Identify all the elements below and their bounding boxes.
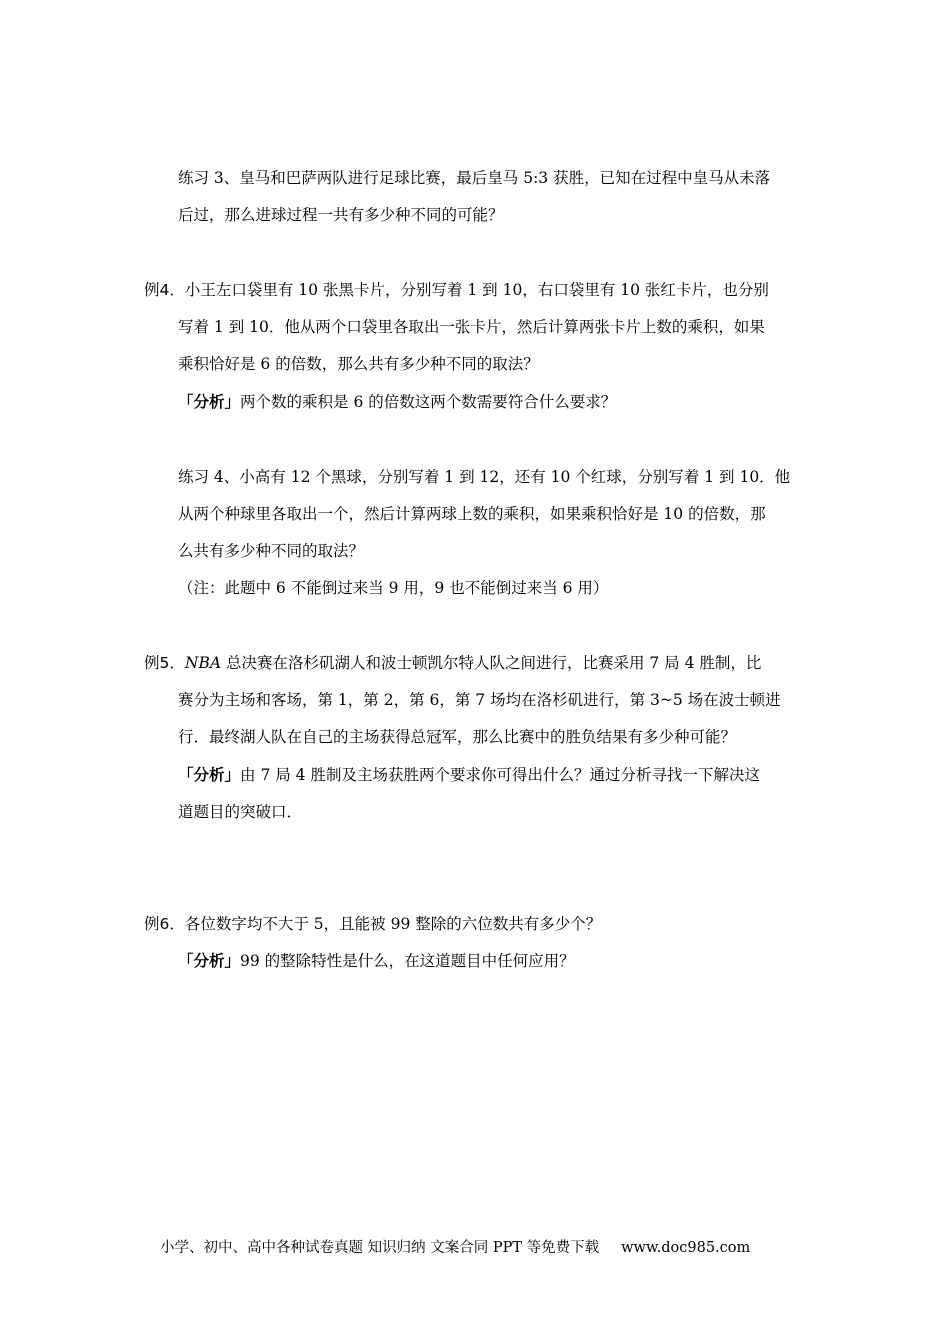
practice4-line3: 么共有多少种不同的取法？ xyxy=(178,542,365,560)
example4-label: 例4． xyxy=(144,281,185,299)
example5-analysis2: 道题目的突破口． xyxy=(178,803,303,821)
example5-line1 xyxy=(144,653,761,673)
footer-text: 小学、初中、高中各种试卷真题 知识归纳 文案合同 PPT 等免费下载 xyxy=(160,1240,600,1256)
example5-text1: 总决赛在洛杉矶湖人和波士顿凯尔特人队之间进行，比赛采用 7 局 4 胜制，比 xyxy=(221,654,762,672)
analysis-label: 「分析」 xyxy=(178,952,241,970)
practice3-line2: 后过，那么进球过程一共有多少种不同的可能？ xyxy=(178,206,504,224)
analysis-label: 「分析」 xyxy=(178,766,241,784)
example6-text1: 各位数字均不大于 5，且能被 99 整除的六位数共有多少个？ xyxy=(184,915,602,933)
footer-url[interactable]: www.doc985.com xyxy=(621,1240,751,1256)
example4-line3: 乘积恰好是 6 的倍数，那么共有多少种不同的取法？ xyxy=(178,355,539,373)
practice4-line2: 从两个种球里各取出一个，然后计算两球上数的乘积，如果乘积恰好是 10 的倍数，那 xyxy=(178,505,766,523)
example5-analysis xyxy=(178,765,760,785)
practice4-line1: 练习 4、小高有 12 个黑球，分别写着 1 到 12，还有 10 个红球，分别写着 1 到 10．他 xyxy=(178,468,791,486)
page-footer xyxy=(160,1236,750,1257)
example6-label: 例6． xyxy=(144,915,185,933)
example5-line2: 赛分为主场和客场，第 1，第 2，第 6，第 7 场均在洛杉矶进行，第 3~5 场在波士顿进 xyxy=(178,691,781,709)
practice3-line1: 练习 3、皇马和巴萨两队进行足球比赛，最后皇马 5:3 获胜，已知在过程中皇马从未落 xyxy=(178,169,771,187)
example4-text1: 小王左口袋里有 10 张黑卡片，分别写着 1 到 10，右口袋里有 10 张红卡片，也分别 xyxy=(184,281,769,299)
example4-line1 xyxy=(144,280,769,300)
example5-line3: 行．最终湖人队在自己的主场获得总冠军，那么比赛中的胜负结果有多少种可能？ xyxy=(178,728,737,746)
practice4-note: （注：此题中 6 不能倒过来当 9 用，9 也不能倒过来当 6 用） xyxy=(178,579,609,597)
example4-line2: 写着 1 到 10．他从两个口袋里各取出一张卡片，然后计算两张卡片上数的乘积，如果 xyxy=(178,318,765,336)
example6-analysis xyxy=(178,951,575,971)
analysis-text: 由 7 局 4 胜制及主场获胜两个要求你可得出什么？通过分析寻找一下解决这 xyxy=(240,766,760,784)
nba-text: NBA xyxy=(184,654,222,672)
example6-line1 xyxy=(144,914,601,934)
analysis-text: 99 的整除特性是什么，在这道题目中任何应用？ xyxy=(240,952,575,970)
analysis-text: 两个数的乘积是 6 的倍数这两个数需要符合什么要求？ xyxy=(240,393,617,411)
example4-analysis xyxy=(178,392,616,412)
example5-label: 例5． xyxy=(144,654,185,672)
analysis-label: 「分析」 xyxy=(178,393,241,411)
